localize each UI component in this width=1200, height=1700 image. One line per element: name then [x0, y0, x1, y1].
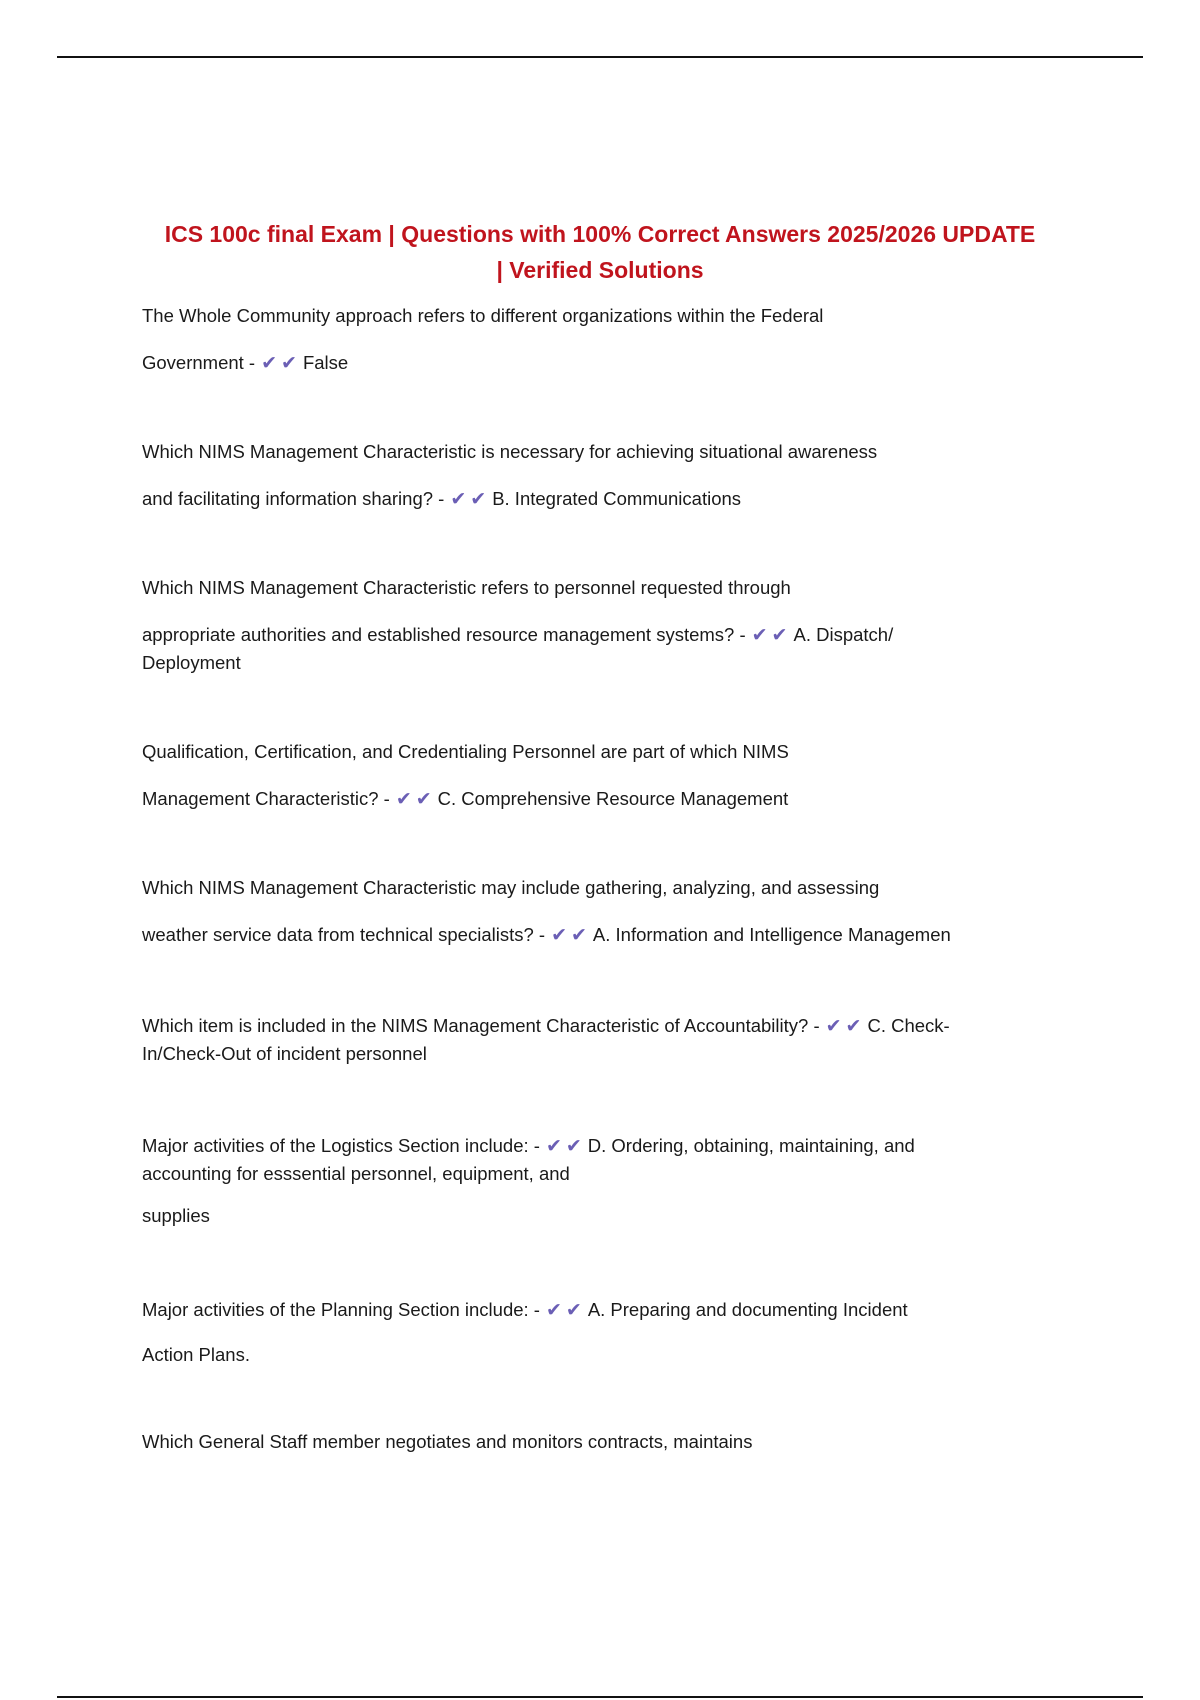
question-text: Which General Staff member negotiates and monitors contracts, maintains — [142, 1431, 753, 1452]
question-answer-line — [142, 623, 1042, 648]
answer-text: A. Information and Intelligence Managemen — [592, 924, 951, 945]
question-answer-line — [142, 923, 1042, 948]
question-text-cont: and facilitating information sharing? - — [142, 488, 445, 509]
question-text: Major activities of the Logistics Section include: - — [142, 1135, 540, 1156]
qa-item-4 — [142, 740, 1042, 812]
question-text-cont: weather service data from technical specialists? - — [142, 924, 546, 945]
answer-text: B. Integrated Communications — [492, 488, 742, 509]
qa-item-2 — [142, 440, 1042, 512]
answer-text-cont: Action Plans. — [142, 1344, 250, 1365]
answer-text: C. Check- — [867, 1015, 950, 1036]
question-answer-line — [142, 787, 1042, 812]
question-text: Which item is included in the NIMS Management Characteristic of Accountability? - — [142, 1015, 820, 1036]
double-check-icon: ✔✔ — [545, 1300, 586, 1321]
document-title — [130, 216, 1070, 288]
question-answer-line — [142, 1134, 1042, 1159]
qa-item-1 — [142, 304, 1042, 376]
answer-text-cont: In/Check-Out of incident personnel — [142, 1043, 427, 1064]
question-text: Major activities of the Planning Section include: - — [142, 1299, 540, 1320]
qa-item-9 — [142, 1430, 1042, 1454]
question-text: Which NIMS Management Characteristic is necessary for achieving situational awareness — [142, 441, 878, 462]
qa-item-3 — [142, 576, 1042, 677]
question-text-cont: appropriate authorities and established resource management systems? - — [142, 624, 746, 645]
double-check-icon: ✔✔ — [395, 789, 436, 810]
answer-text: A. Preparing and documenting Incident — [587, 1299, 908, 1320]
question-answer-line — [142, 1014, 1042, 1039]
answer-text-cont: supplies — [142, 1205, 210, 1226]
question-text: Qualification, Certification, and Credentialing Personnel are part of which NIMS — [142, 741, 789, 762]
double-check-icon: ✔✔ — [551, 925, 591, 946]
question-text: Which NIMS Management Characteristic may include gathering, analyzing, and assessing — [142, 877, 880, 898]
answer-text: C. Comprehensive Resource Management — [437, 788, 789, 809]
answer-text: A. Dispatch/ — [793, 624, 894, 645]
question-text-cont: Government - — [142, 352, 256, 373]
title-line-1: ICS 100c final Exam | Questions with 100% Correct Answers 2025/2026 UPDATE — [164, 221, 1036, 247]
question-answer-line — [142, 1298, 1042, 1323]
double-check-icon: ✔✔ — [751, 625, 792, 646]
question-answer-line — [142, 487, 1042, 512]
qa-item-6 — [142, 1014, 1042, 1068]
double-check-icon: ✔✔ — [825, 1016, 866, 1037]
title-line-2: | Verified Solutions — [496, 257, 704, 283]
top-rule — [57, 56, 1143, 58]
question-text-cont: Management Characteristic? - — [142, 788, 390, 809]
qa-item-8 — [142, 1298, 1042, 1367]
answer-text: False — [302, 352, 349, 373]
question-text: Which NIMS Management Characteristic refers to personnel requested through — [142, 577, 791, 598]
qa-item-5 — [142, 876, 1042, 948]
answer-text: D. Ordering, obtaining, maintaining, and — [587, 1135, 915, 1156]
double-check-icon: ✔✔ — [261, 353, 301, 374]
answer-text-cont: accounting for esssential personnel, equipment, and — [142, 1163, 570, 1184]
double-check-icon: ✔✔ — [545, 1136, 586, 1157]
double-check-icon: ✔✔ — [450, 489, 491, 510]
answer-text-cont: Deployment — [142, 652, 241, 673]
bottom-rule — [57, 1696, 1143, 1698]
question-answer-line — [142, 351, 1042, 376]
qa-item-7 — [142, 1134, 1042, 1228]
question-text: The Whole Community approach refers to different organizations within the Federal — [142, 305, 824, 326]
